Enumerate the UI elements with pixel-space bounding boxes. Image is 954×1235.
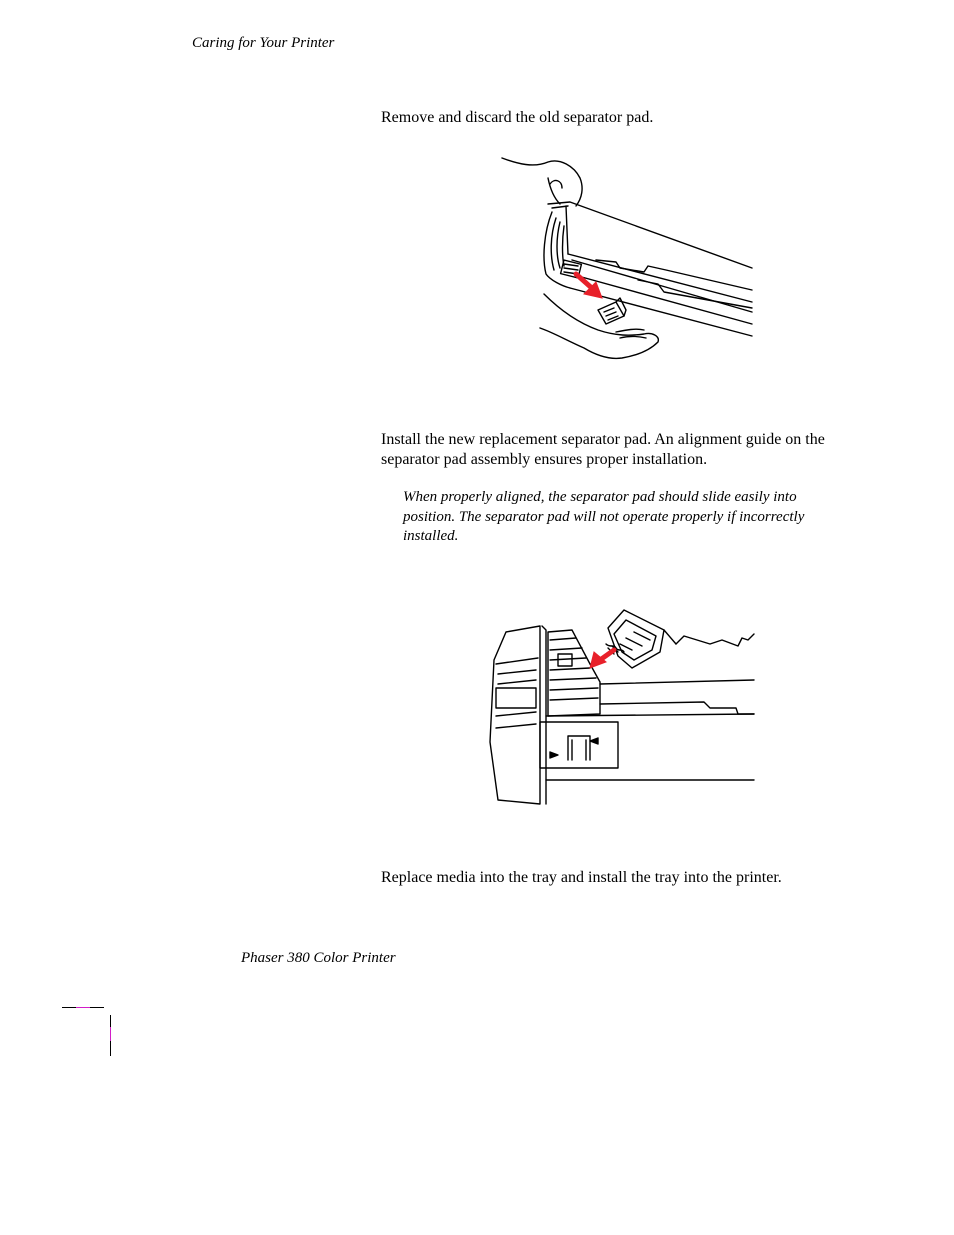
remove-pad-illustration — [498, 152, 754, 366]
step-replace-tray: Replace media into the tray and install the tray into the printer. — [381, 869, 782, 886]
crop-mark-vertical-magenta — [110, 1027, 111, 1041]
step-install-pad: Install the new replacement separator pad. An alignment guide on the separator pad assembly ensures proper installation. — [381, 431, 825, 468]
step-remove-pad: Remove and discard the old separator pad. — [381, 109, 654, 126]
crop-mark-horizontal-magenta — [76, 1007, 90, 1008]
install-pad-illustration — [488, 604, 756, 810]
running-header: Caring for Your Printer — [192, 35, 335, 51]
running-footer: Phaser 380 Color Printer — [241, 950, 396, 966]
alignment-note: When properly aligned, the separator pad should slide easily into position. The separator pad will not operate properly if incorrectly installed. — [403, 489, 805, 544]
